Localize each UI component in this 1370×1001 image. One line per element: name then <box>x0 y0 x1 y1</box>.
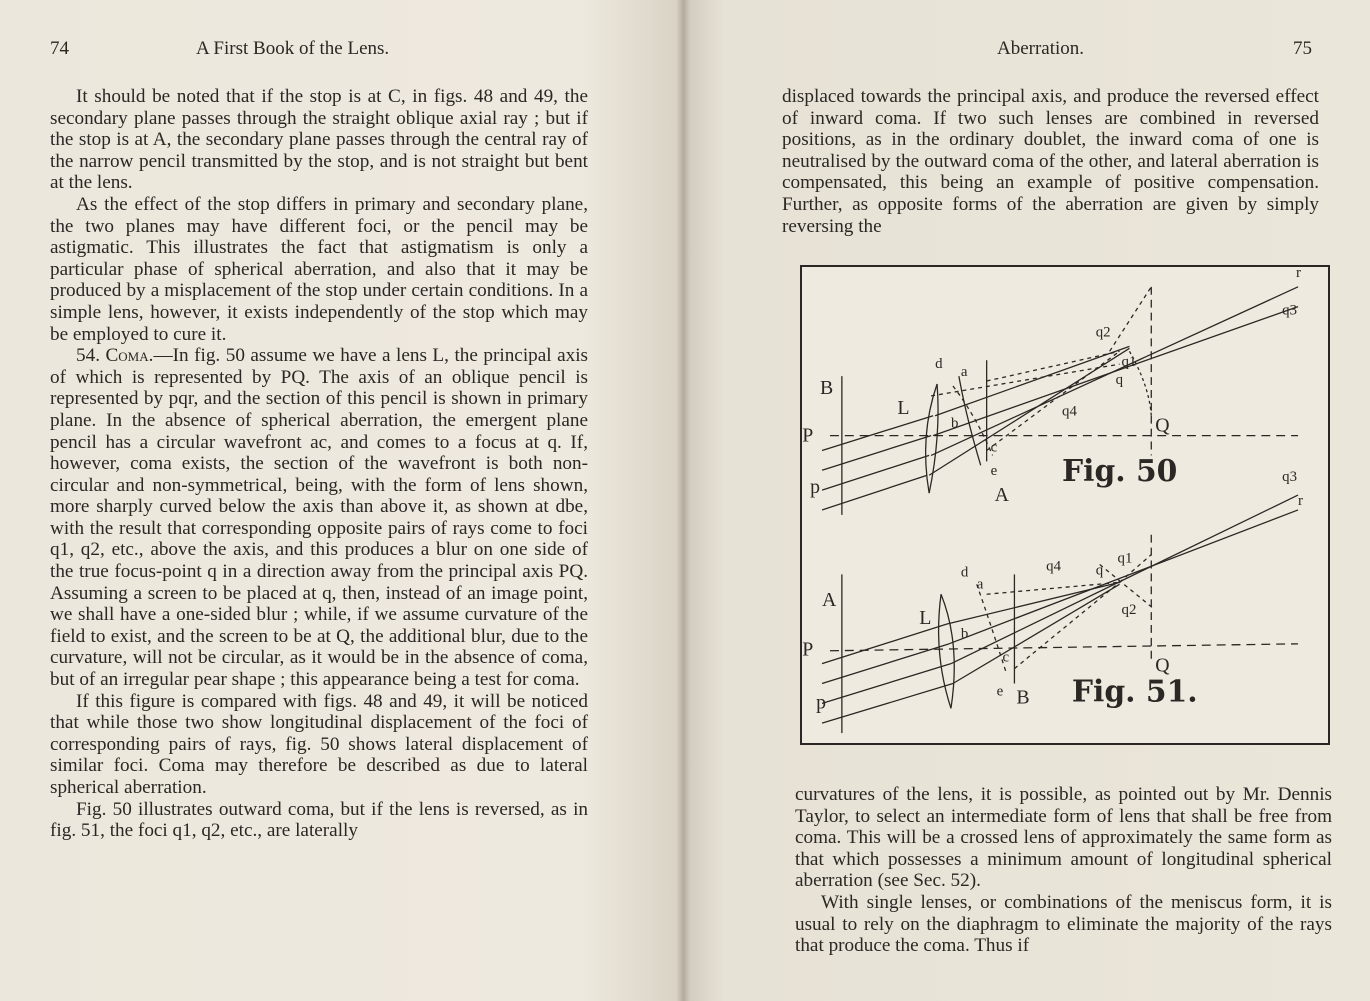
coma-diagram <box>802 267 1328 743</box>
fig51-label-A: A <box>822 589 837 612</box>
fig51-label-Q: Q <box>1155 654 1170 677</box>
left-running-title: A First Book of the Lens. <box>196 38 390 59</box>
fig51-label-p: p <box>816 691 827 714</box>
paragraph: displaced towards the principal axis, and produce the reversed effect of inward coma. If two such lenses are combined in reversed positions, as in the ordinary doublet, the inward coma of one is neutralised by the outward coma of the other, and lateral aberration is compensated, this being an example of positive compensation. Further, as opposite forms of the aberration are given by simply reversing the <box>782 86 1319 237</box>
fig51-label-q: q <box>1095 562 1104 579</box>
fig50-lens <box>926 384 937 493</box>
fig51-label-q4: q4 <box>1046 558 1062 575</box>
fig50-label-a: a <box>960 364 968 381</box>
fig50-label-A: A <box>994 484 1009 507</box>
fig50-label-q3: q3 <box>1282 302 1298 319</box>
fig50-title: Fig. 50 <box>1062 454 1178 490</box>
fig51-label-B: B <box>1016 686 1030 709</box>
fig50-label-B: B <box>820 376 834 399</box>
fig50-label-d: d <box>935 356 943 373</box>
fig51-title: Fig. 51. <box>1071 674 1198 710</box>
fig50-label-q1: q1 <box>1121 354 1137 371</box>
right-page-number: 75 <box>1293 38 1312 59</box>
fig51-label-q2: q2 <box>1121 602 1137 619</box>
section-title: Coma. <box>105 345 154 367</box>
fig51-label-r: r <box>1298 493 1303 509</box>
fig51-label-a: a <box>976 576 984 593</box>
right-text-top <box>782 86 1319 237</box>
paragraph: It should be noted that if the stop is at C, in figs. 48 and 49, the secondary plane passes through the straight oblique axial ray ; but if the stop is at A, the secondary plane passes through the central ray of the narrow pencil transmitted by the stop, and is not straight but bent at the lens. <box>50 86 588 194</box>
paragraph: Fig. 50 illustrates outward coma, but if the lens is reversed, as in fig. 51, the foci q1, q2, etc., are laterally <box>50 798 588 842</box>
fig50-label-c: c <box>990 439 998 456</box>
book-gutter <box>676 0 690 1001</box>
fig50-label-e: e <box>990 463 998 480</box>
fig50-label-q: q <box>1115 372 1124 389</box>
fig50-label-q2: q2 <box>1095 324 1111 341</box>
fig51-label-b: b <box>960 625 969 642</box>
paragraph: With single lenses, or combinations of the meniscus form, it is usual to rely on the diaphragm to eliminate the majority of the rays that produce the coma. Thus if <box>795 891 1332 957</box>
fig50-label-P: P <box>802 424 814 447</box>
fig50-label-b: b <box>950 415 959 432</box>
section-number: 54. <box>76 345 100 367</box>
left-text-block <box>50 86 588 842</box>
fig51-label-q1: q1 <box>1117 550 1133 567</box>
fig51-lens <box>941 594 954 708</box>
fig51-label-P: P <box>802 638 814 661</box>
paragraph: If this figure is compared with figs. 48 and 49, it will be noticed that while those two show longitudinal displacement of the foci of corresponding pairs of rays, fig. 50 shows lateral displacement of similar foci. Coma may therefore be described as due to lateral spherical aberration. <box>50 690 588 798</box>
fig50-label-r: r <box>1296 267 1302 281</box>
fig50-label-L: L <box>897 396 910 419</box>
right-text-bottom <box>795 784 1332 957</box>
right-running-title: Aberration. <box>997 38 1085 59</box>
paragraph: curvatures of the lens, it is possible, as pointed out by Mr. Dennis Taylor, to select an intermediate form of lens that shall be free from coma. This will be a crossed lens of approximately the same form as that which possesses a minimum amount of longitudinal spherical aberration (see Sec. 52). <box>795 784 1332 892</box>
fig51-label-e: e <box>996 683 1004 700</box>
section-text: In fig. 50 assume we have a lens L, the principal axis of which is represented by PQ. The axis of an oblique pencil is represented by pqr, and the section of this pencil is shown in primary plane. In the absence of spherical aberration, the emergent plane pencil has a circular wavefront ac, and comes to a focus at q. If, however, coma exists, the section of the wavefront is both non-circular and non-symmetrical, being, with the form of lens shown, more sharply curved below the axis than above it, as shown at dbe, with the result that corresponding opposite pairs of rays come to foci q1, q2, etc., above the axis, and this produces a blur on one side of the true focus-point q in a direction away from the principal axis PQ. Assuming a screen to be placed at q, then, instead of an image point, we shall have a one-sided blur ; while, if we assume curvature of the field to exist, and the screen to be at Q, the additional blur, due to the curvature, will not be circular, as it would be in the absence of coma, but of an irregular pear shape ; this appearance being a test for coma. <box>50 345 589 691</box>
fig50-label-q4: q4 <box>1062 403 1077 420</box>
paragraph: As the effect of the stop differs in primary and secondary plane, the two planes may have different foci, or the pencil may be astigmatic. This illustrates the fact that astigmatism is only a particular phase of spherical aberration, and also that it may be produced by a misplacement of the stop under certain conditions. In a simple lens, however, it exists independently of the stop which may be employed to cure it. <box>50 193 588 345</box>
paragraph-section-54: 54. Coma.—In fig. 50 assume we have a lens L, the principal axis of which is represented by PQ. The axis of an oblique pencil is represented by pqr, and the section of this pencil is shown in primary plane. In the absence of spherical aberration, the emergent plane pencil has a circular wavefront ac, and comes to a focus at q. If, however, coma exists, the section of the wavefront is both non-circular and non-symmetrical, being, with the form of lens shown, more sharply curved below the axis than above it, as shown at dbe, with the result that corresponding opposite pairs of rays come to foci q1, q2, etc., above the axis, and this produces a blur on one side of the true focus-point q in a direction away from the principal axis PQ. Assuming a screen to be placed at q, then, instead of an image point, we shall have a one-sided blur ; while, if we assume curvature of the field to exist, and the screen to be at Q, the additional blur, due to the curvature, will not be circular, as it would be in the absence of coma, but of an irregular pear shape ; this appearance being a test for coma. <box>50 345 589 691</box>
fig51-principal-axis <box>830 644 1298 651</box>
left-page-number: 74 <box>50 38 69 59</box>
fig50-label-Q: Q <box>1155 414 1170 437</box>
fig51-label-c: c <box>1002 649 1010 666</box>
fig50-label-p: p <box>810 476 821 499</box>
fig51-label-q3: q3 <box>1282 469 1298 486</box>
fig51-label-L: L <box>919 607 932 629</box>
fig51-label-d: d <box>960 564 969 581</box>
figure-50-51 <box>800 265 1330 745</box>
